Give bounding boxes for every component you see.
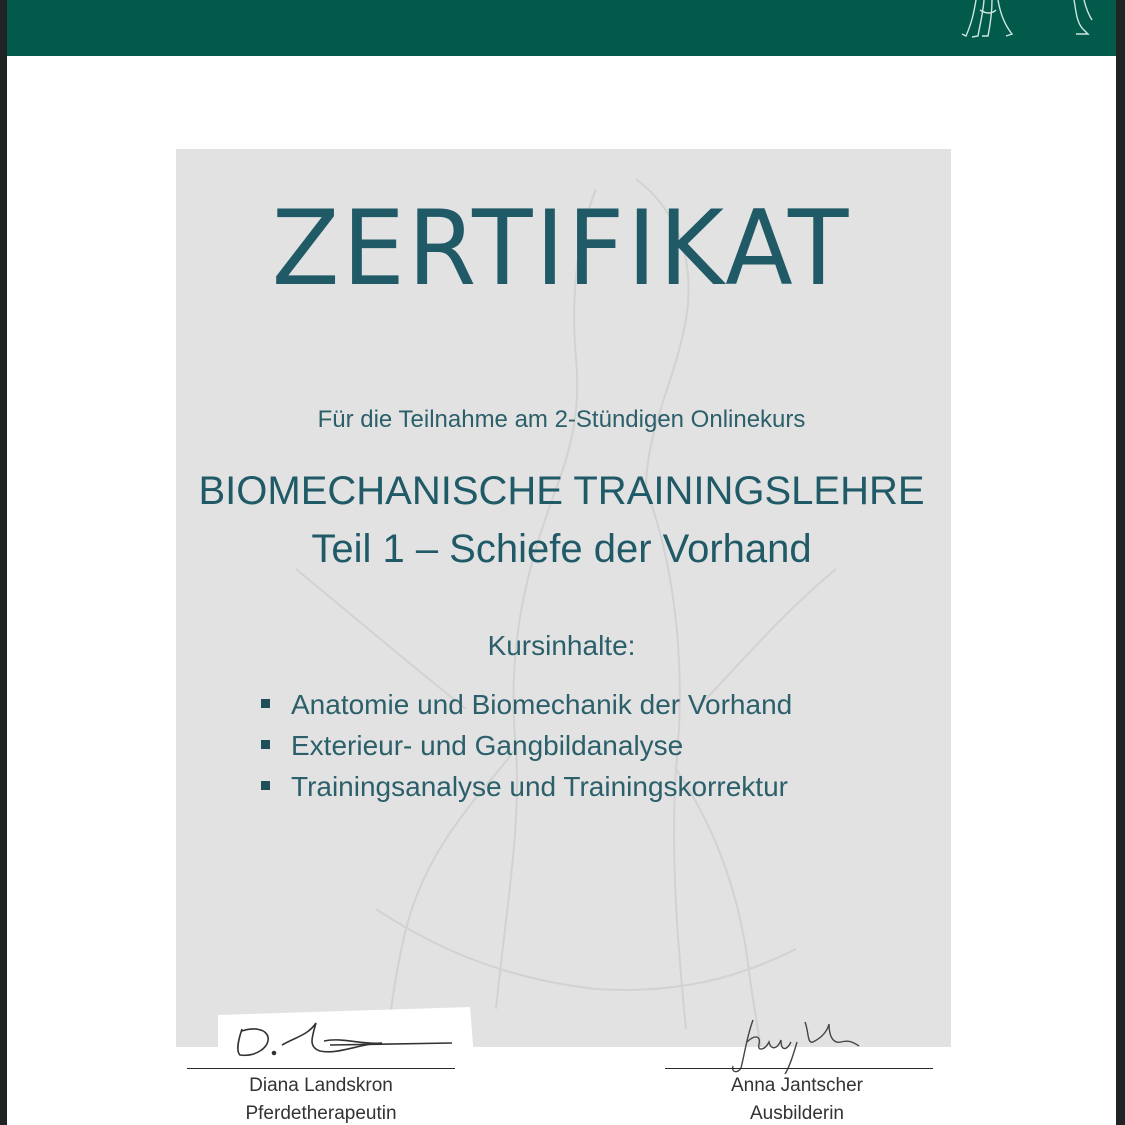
contents-heading: Kursinhalte: [487, 630, 636, 661]
signature-diana-landskron-icon [212, 1007, 474, 1063]
list-item: Anatomie und Biomechanik der Vorhand [257, 684, 792, 725]
certificate-page [7, 0, 1116, 1125]
horse-legs-illustration-icon [936, 0, 1116, 56]
signature-line-right [665, 1068, 933, 1069]
list-item: Exterieur- und Gangbildanalyse [257, 725, 792, 766]
signer-role-right: Ausbilderin [750, 1103, 844, 1124]
bullet-square-icon [261, 781, 270, 790]
certificate-title: ZERTIFIKAT [271, 189, 852, 309]
course-title-line-2: Teil 1 – Schiefe der Vorhand [311, 527, 812, 571]
signer-name-left: Diana Landskron [249, 1075, 393, 1096]
participation-text: Für die Teilnahme am 2-Stündigen Onlinekurs [317, 406, 806, 433]
course-title-line-1: BIOMECHANISCHE TRAININGSLEHRE [198, 469, 925, 513]
bullet-square-icon [261, 699, 270, 708]
course-contents-list [257, 684, 792, 807]
bullet-square-icon [261, 740, 270, 749]
signer-name-right: Anna Jantscher [730, 1075, 864, 1096]
signature-line-left [187, 1068, 455, 1069]
header-bar [7, 0, 1116, 56]
course-title [7, 462, 1116, 578]
signer-role-left: Pferdetherapeutin [245, 1103, 397, 1124]
list-item: Trainingsanalyse und Trainingskorrektur [257, 766, 792, 807]
signature-anna-jantscher-icon [717, 1012, 877, 1076]
